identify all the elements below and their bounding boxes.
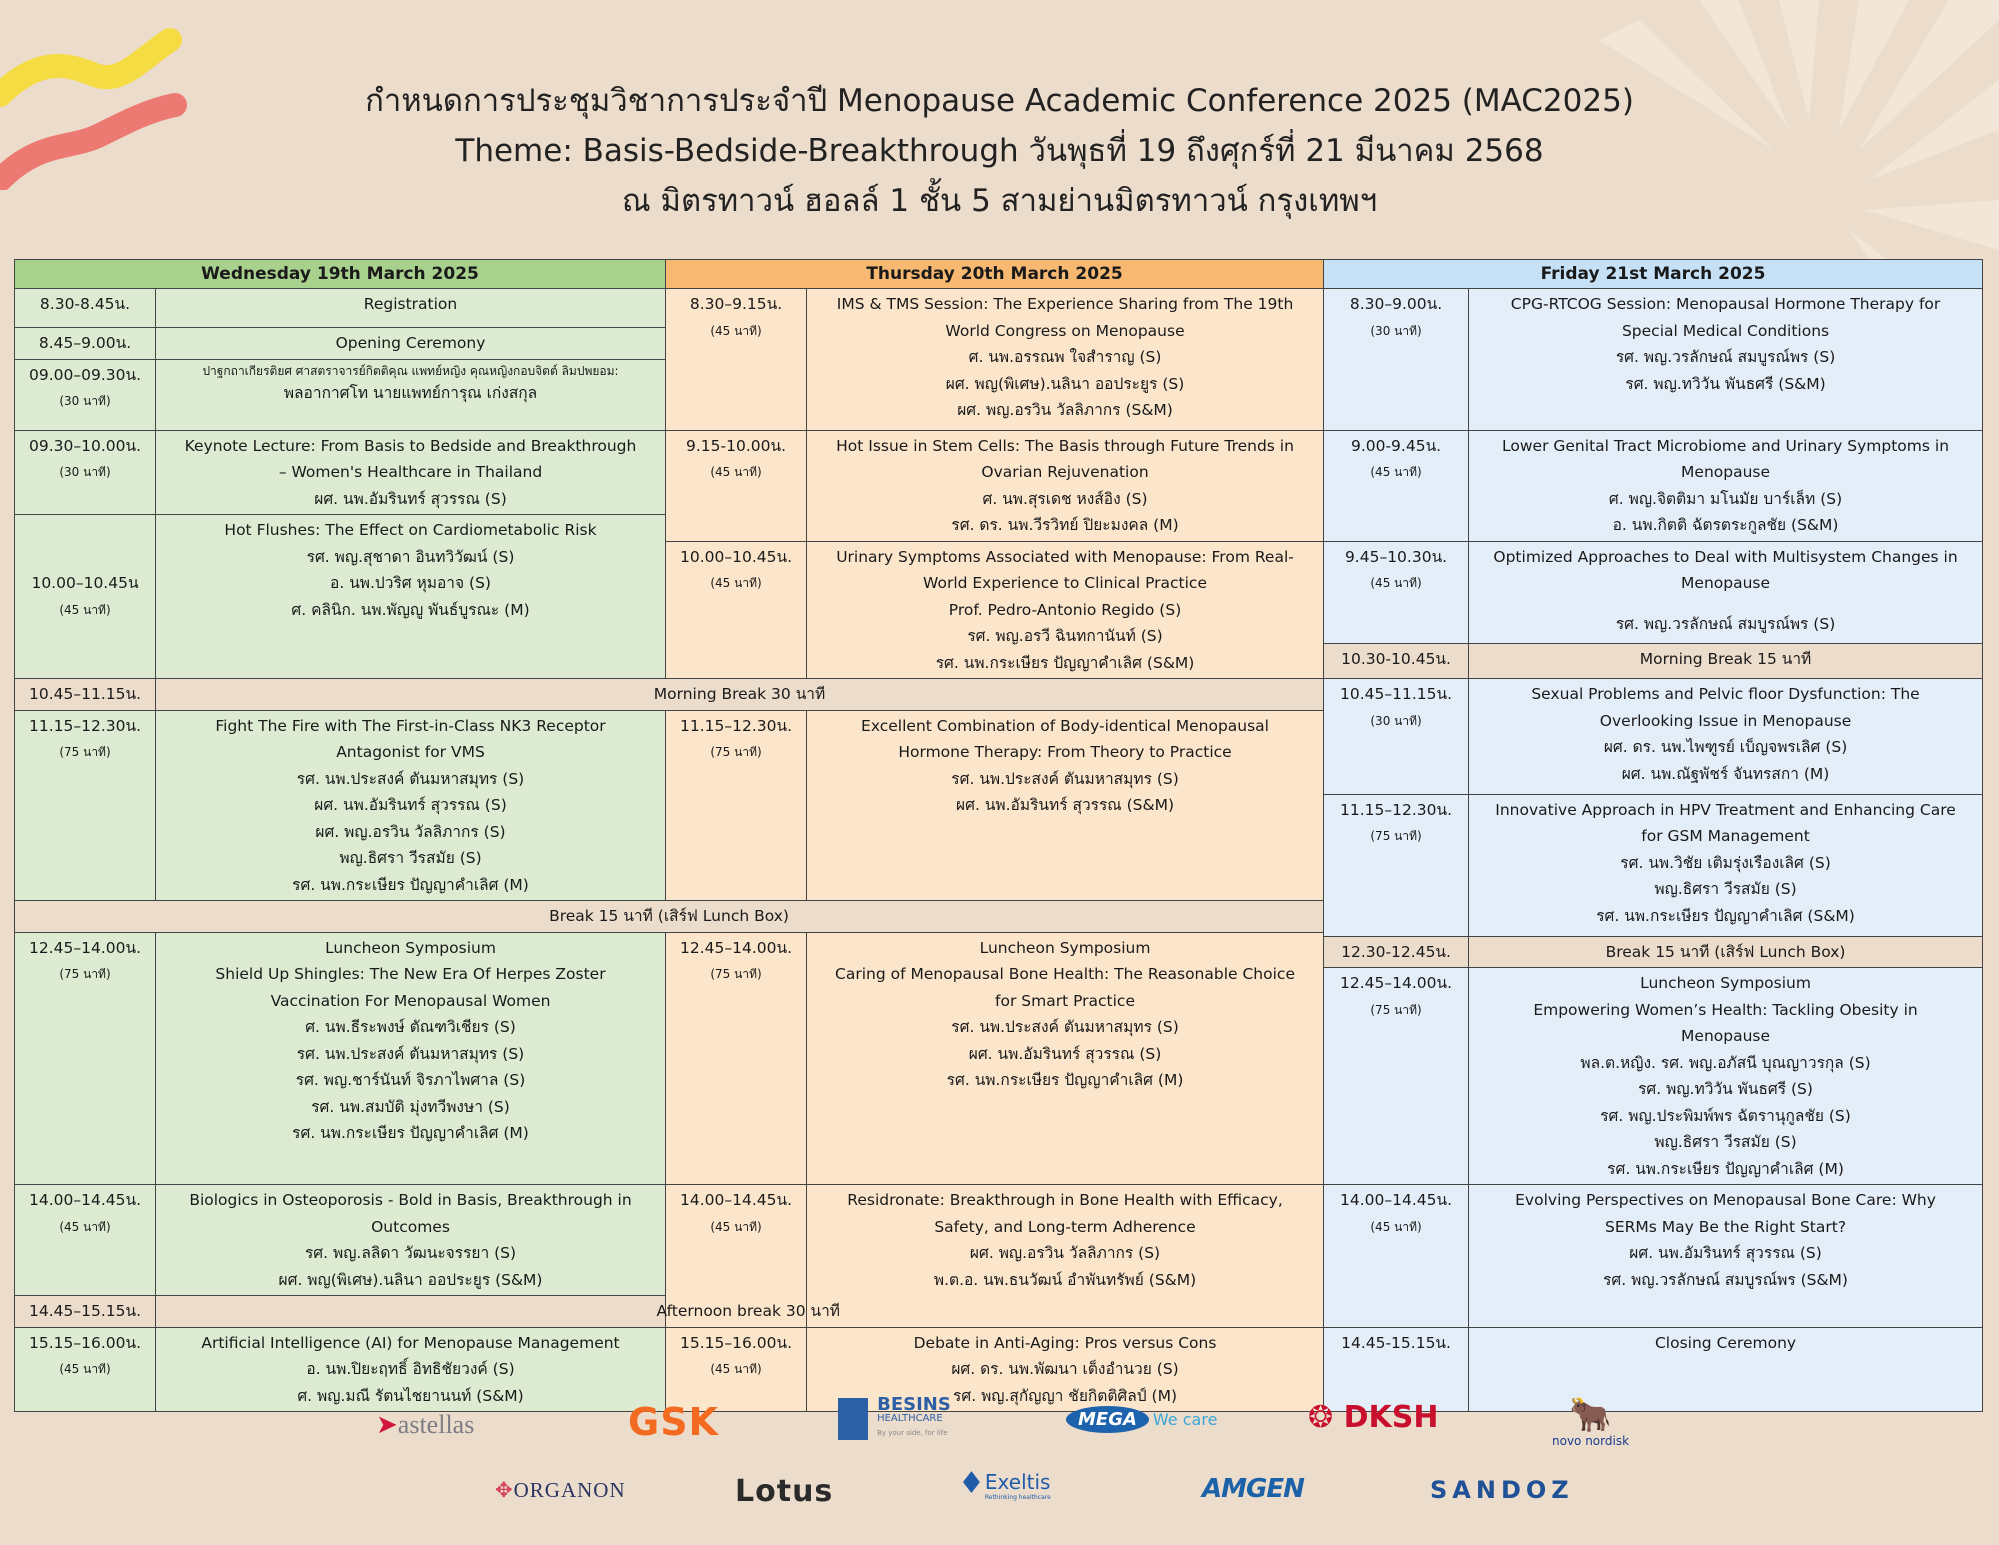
time-cell: 10.45–11.15น. (30 นาที) [1324, 679, 1469, 795]
time-cell: 15.15–16.00น. (45 นาที) [15, 1327, 156, 1412]
time-cell: 10.00–10.45น. (45 นาที) [666, 541, 807, 679]
time-cell: 12.45–14.00น. (75 นาที) [1324, 968, 1469, 1185]
time-cell: 09.30–10.00น. (30 นาที) [15, 430, 156, 515]
session-urinary-symptoms: Urinary Symptoms Associated with Menopause: From Real- World Experience to Clinical Practice Prof. Pedro-Antonio Regido (S) รศ. พญ.อรวี ฉินทกานันท์ (S) รศ. นพ.กระเษียร ปัญญาคำเลิศ (S&M) [807, 541, 1324, 679]
day-header-thursday: Thursday 20th March 2025 [666, 260, 1324, 289]
logo-novo-nordisk: 🐂 novo nordisk [1552, 1395, 1630, 1448]
time-cell: 14.45–15.15น. [15, 1296, 156, 1328]
time-cell: 8.30–9.15น. (45 นาที) [666, 289, 807, 431]
session-multisystem: Optimized Approaches to Deal with Multisystem Changes in Menopause รศ. พญ.วรลักษณ์ สมบูรณ์พร (S) [1469, 541, 1983, 644]
time-cell: 11.15–12.30น. (75 นาที) [1324, 794, 1469, 936]
logo-astellas: ➤astellas [376, 1410, 475, 1439]
session-biologics-osteoporosis: Biologics in Osteoporosis - Bold in Basis, Breakthrough in Outcomes รศ. พญ.ลลิดา วัฒนะจรรยา (S) ผศ. พญ(พิเศษ).นลินา ออประยูร (S&M) [156, 1185, 666, 1296]
time-cell: 10.45–11.15น. [15, 679, 156, 711]
day-header-friday: Friday 21st March 2025 [1324, 260, 1983, 289]
session-lunch-break: Break 15 นาที (เสิร์ฟ Lunch Box) [15, 901, 1324, 933]
time-cell: 11.15–12.30น. (75 นาที) [666, 710, 807, 901]
sponsor-logos [0, 1390, 1999, 1530]
session-ims-tms: IMS & TMS Session: The Experience Sharing from The 19th World Congress on Menopause ศ. นพ.อรรณพ ใจสำราญ (S) ผศ. พญ(พิเศษ).นลินา ออประยูร (S) ผศ. พญ.อรวิน วัลลิภากร (S&M) [807, 289, 1324, 431]
time-cell: 12.45–14.00น. (75 นาที) [15, 932, 156, 1185]
title-line-1: กำหนดการประชุมวิชาการประจำปี Menopause Academic Conference 2025 (MAC2025) [365, 83, 1634, 119]
time-cell: 9.00-9.45น. (45 นาที) [1324, 430, 1469, 541]
time-cell: 14.45-15.15น. [1324, 1327, 1469, 1412]
logo-besins: BESINS HEALTHCARE By your side, for life [838, 1398, 951, 1440]
time-cell: 9.45–10.30น. (45 นาที) [1324, 541, 1469, 644]
time-cell: 14.00–14.45น. (45 นาที) [1324, 1185, 1469, 1328]
time-cell: 11.15–12.30น. (75 นาที) [15, 710, 156, 901]
session-hot-flushes: Hot Flushes: The Effect on Cardiometabolic Risk รศ. พญ.สุชาดา อินทวิวัฒน์ (S) อ. นพ.ปวริศ หุมอาจ (S) ศ. คลินิก. นพ.พัญญู พันธ์บูรณะ (M) [156, 515, 666, 679]
session-stem-cells: Hot Issue in Stem Cells: The Basis through Future Trends in Ovarian Rejuvenation ศ. นพ.สุรเดช หงส์อิง (S) รศ. ดร. นพ.วีรวิทย์ ปิยะมงคล (M) [807, 430, 1324, 541]
time-cell: 09.00–09.30น. (30 นาที) [15, 359, 156, 430]
title-line-3: ณ มิตรทาวน์ ฮอลล์ 1 ชั้น 5 สามย่านมิตรทาวน์ กรุงเทพฯ [621, 183, 1378, 219]
session-afternoon-break: Afternoon break 30 นาที [156, 1296, 666, 1328]
time-cell: 8.45–9.00น. [15, 328, 156, 360]
time-cell: 12.30-12.45น. [1324, 936, 1469, 968]
session-morning-break: Morning Break 30 นาที [156, 679, 1324, 711]
session-sexual-problems: Sexual Problems and Pelvic floor Dysfunction: The Overlooking Issue in Menopause ผศ. ดร. นพ.ไพฑูรย์ เบ็ญจพรเลิศ (S) ผศ. นพ.ณัฐพัชร์ จันทรสกา (M) [1469, 679, 1983, 795]
session-cpg-rtcog: CPG-RTCOG Session: Menopausal Hormone Therapy for Special Medical Conditions รศ. พญ.วรลักษณ์ สมบูรณ์พร (S) รศ. พญ.ทวิวัน พันธศรี (S&M) [1469, 289, 1983, 431]
session-nk3-receptor: Fight The Fire with The First-in-Class NK3 Receptor Antagonist for VMS รศ. นพ.ประสงค์ ตันมหาสมุทร (S) ผศ. นพ.อัมรินทร์ สุวรรณ (S) ผศ. พญ.อรวิน วัลลิภากร (S) พญ.ธิศรา วีรสมัย (S) รศ. นพ.กระเษียร ปัญญาคำเลิศ (M) [156, 710, 666, 901]
session-residronate: Residronate: Breakthrough in Bone Health with Efficacy, Safety, and Long-term Adherence ผศ. พญ.อรวิน วัลลิภากร (S) พ.ต.อ. นพ.ธนวัฒน์ อำพันทรัพย์ (S&M) [807, 1185, 1324, 1328]
session-lunch-break-fri: Break 15 นาที (เสิร์ฟ Lunch Box) [1469, 936, 1983, 968]
session-morning-break-fri: Morning Break 15 นาที [1469, 644, 1983, 679]
session-honor-lecture: ปาฐกถาเกียรติยศ ศาสตราจารย์กิตติคุณ แพทย์หญิง คุณหญิงกอบจิตต์ ลิมปพยอม: พลอากาศโท นายแพทย์การุณ เก่งสกุล [156, 359, 666, 430]
time-cell: 10.30-10.45น. [1324, 644, 1469, 679]
session-keynote: Keynote Lecture: From Basis to Bedside and Breakthrough – Women's Healthcare in Thailand ผศ. นพ.อัมรินทร์ สุวรรณ (S) [156, 430, 666, 515]
session-bone-health: Luncheon Symposium Caring of Menopausal Bone Health: The Reasonable Choice for Smart Practice รศ. นพ.ประสงค์ ตันมหาสมุทร (S) ผศ. นพ.อัมรินทร์ สุวรรณ (S) รศ. นพ.กระเษียร ปัญญาคำเลิศ (M) [807, 932, 1324, 1185]
session-closing-ceremony: Closing Ceremony [1469, 1327, 1983, 1412]
logo-exeltis: ♦ Exeltis Rethinking healthcare [958, 1466, 1051, 1501]
title-line-2: Theme: Basis-Bedside-Breakthrough วันพุธที่ 19 ถึงศุกร์ที่ 21 มีนาคม 2568 [455, 133, 1544, 169]
time-cell: 9.15-10.00น. (45 นาที) [666, 430, 807, 541]
logo-gsk: GSK [628, 1400, 720, 1444]
session-serms: Evolving Perspectives on Menopausal Bone Care: Why SERMs May Be the Right Start? ผศ. นพ.อัมรินทร์ สุวรรณ (S) รศ. พญ.วรลักษณ์ สมบูรณ์พร (S&M) [1469, 1185, 1983, 1328]
schedule-table [14, 259, 1983, 1412]
time-cell: 8.30–9.00น. (30 นาที) [1324, 289, 1469, 431]
session-registration: Registration [156, 289, 666, 328]
session-shingles: Luncheon Symposium Shield Up Shingles: The New Era Of Herpes Zoster Vaccination For Menopausal Women ศ. นพ.ธีระพงษ์ ตัณฑวิเชียร (S) รศ. นพ.ประสงค์ ตันมหาสมุทร (S) รศ. พญ.ชาร์นันท์ จิรภาไพศาล (S) รศ. นพ.สมบัติ มุ่งทวีพงษา (S) รศ. นพ.กระเษียร ปัญญาคำเลิศ (M) [156, 932, 666, 1185]
session-microbiome: Lower Genital Tract Microbiome and Urinary Symptoms in Menopause ศ. พญ.จิตติมา มโนมัย บาร์เล็ท (S) อ. นพ.กิตติ ฉัตรตระกูลชัย (S&M) [1469, 430, 1983, 541]
logo-sandoz: SANDOZ [1430, 1476, 1574, 1504]
session-opening-ceremony: Opening Ceremony [156, 328, 666, 360]
page-header [0, 76, 1999, 226]
time-cell: 15.15–16.00น. (45 นาที) [666, 1327, 807, 1412]
logo-mega: MEGA We care [1066, 1406, 1217, 1433]
time-cell: 10.00–10.45น (45 นาที) [15, 515, 156, 679]
logo-organon: ✥ORGANON [495, 1478, 626, 1502]
session-ai-menopause: Artificial Intelligence (AI) for Menopause Management อ. นพ.ปิยะฤทธิ์ อิทธิชัยวงค์ (S) ศ. พญ.มณี รัตนไชยานนท์ (S&M) [156, 1327, 666, 1412]
day-header-wednesday: Wednesday 19th March 2025 [15, 260, 666, 289]
logo-amgen: AMGEN [1202, 1474, 1304, 1504]
session-anti-aging-debate: Debate in Anti-Aging: Pros versus Cons ผศ. ดร. นพ.พัฒนา เต็งอำนวย (S) รศ. พญ.สุกัญญา ชัยกิตติศิลป์ (M) [807, 1327, 1324, 1412]
session-body-identical-mht: Excellent Combination of Body-identical Menopausal Hormone Therapy: From Theory to Practice รศ. นพ.ประสงค์ ตันมหาสมุทร (S) ผศ. นพ.อัมรินทร์ สุวรรณ (S&M) [807, 710, 1324, 901]
time-cell: 8.30-8.45น. [15, 289, 156, 328]
time-cell: 12.45–14.00น. (75 นาที) [666, 932, 807, 1185]
logo-dksh: ❂ DKSH [1308, 1400, 1439, 1435]
session-obesity: Luncheon Symposium Empowering Women’s Health: Tackling Obesity in Menopause พล.ต.หญิง. รศ. พญ.อภัสนี บุณญาวรกุล (S) รศ. พญ.ทวิวัน พันธศรี (S) รศ. พญ.ประพิมพ์พร ฉัตรานุกูลชัย (S) พญ.ธิศรา วีรสมัย (S) รศ. นพ.กระเษียร ปัญญาคำเลิศ (M) [1469, 968, 1983, 1185]
time-cell: 14.00–14.45น. (45 นาที) [666, 1185, 807, 1328]
time-cell: 14.00–14.45น. (45 นาที) [15, 1185, 156, 1296]
logo-lotus: Lotus [735, 1474, 834, 1509]
session-hpv-treatment: Innovative Approach in HPV Treatment and Enhancing Care for GSM Management รศ. นพ.วิชัย เติมรุ่งเรืองเลิศ (S) พญ.ธิศรา วีรสมัย (S) รศ. นพ.กระเษียร ปัญญาคำเลิศ (S&M) [1469, 794, 1983, 936]
